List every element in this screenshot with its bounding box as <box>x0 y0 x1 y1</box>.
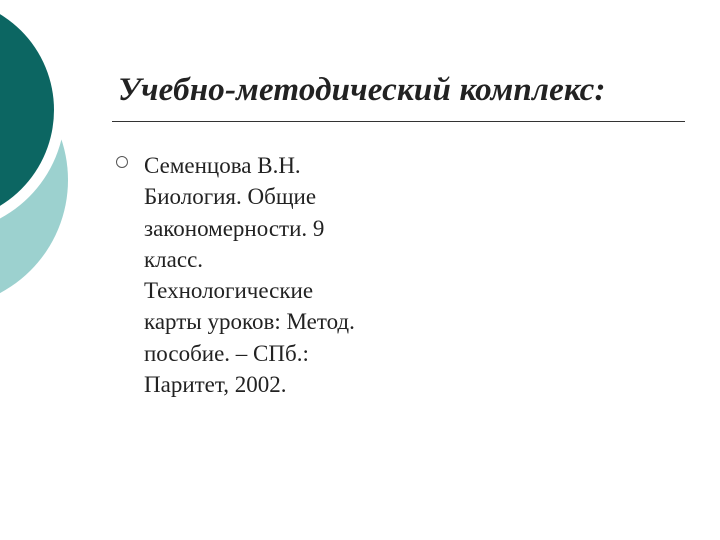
bullet-line: закономерности. 9 <box>144 215 325 241</box>
title-divider <box>112 121 685 122</box>
bullet-line: Семенцова В.Н. <box>144 153 301 178</box>
bullet-line: карты уроков: Метод. <box>144 309 355 335</box>
bullet-line: Паритет, 2002. <box>144 372 287 398</box>
bullet-line: Биология. Общие <box>144 184 317 210</box>
slide-title: Учебно-методический комплекс: <box>118 72 606 108</box>
decorative-circles <box>0 0 110 300</box>
bullet-line: класс. <box>144 246 204 272</box>
bullet-line: Технологические <box>144 278 314 304</box>
bullet-text <box>144 150 394 400</box>
bullet-circle-icon <box>116 156 128 168</box>
bullet-line: пособие. – СПб.: <box>144 340 309 366</box>
